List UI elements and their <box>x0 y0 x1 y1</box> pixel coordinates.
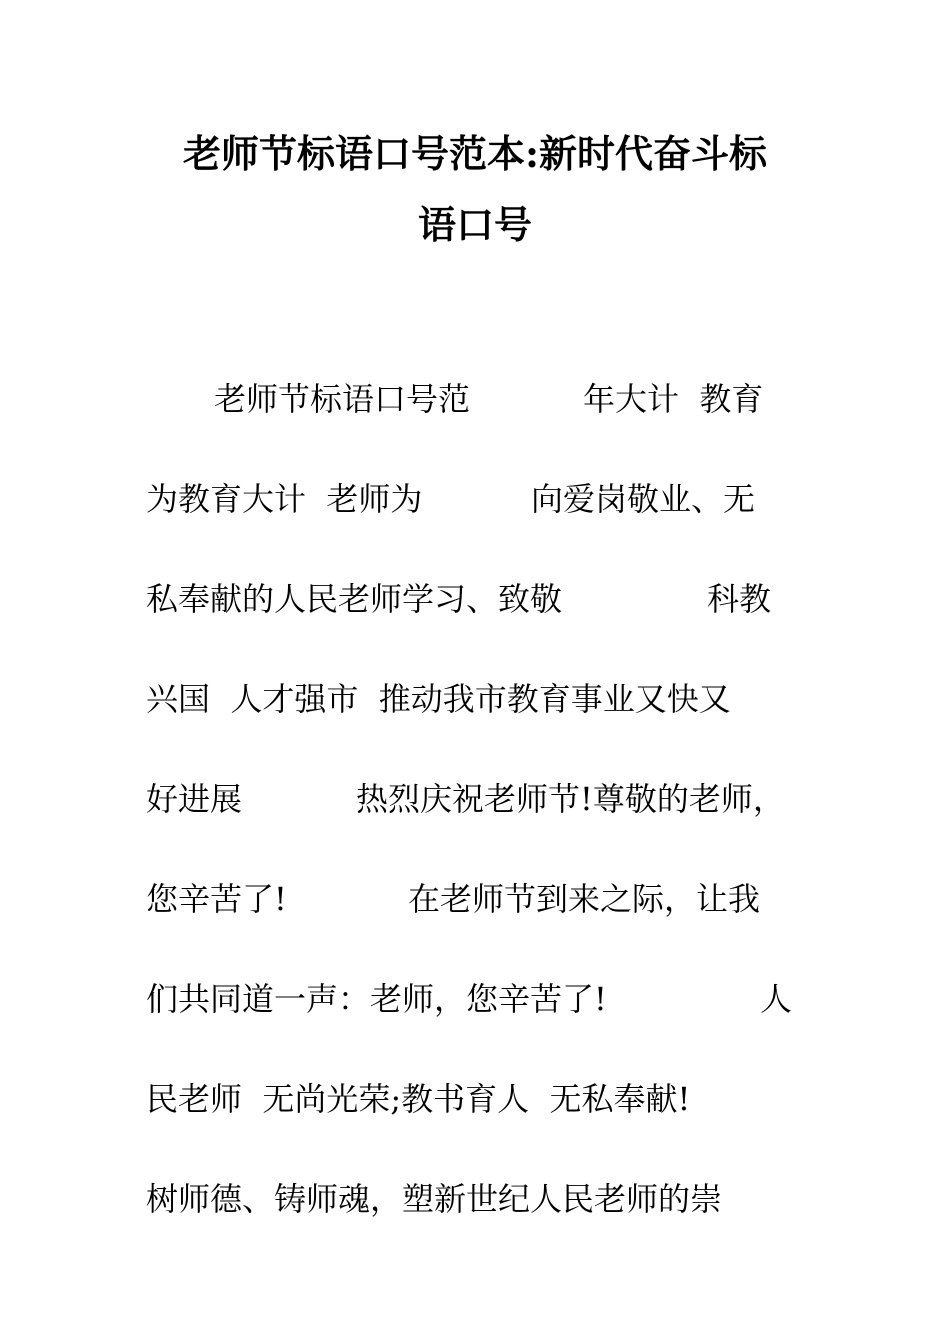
body-line <box>0 777 950 821</box>
body-text: 科教 <box>707 580 772 618</box>
body-text: 您辛苦了! <box>146 880 287 918</box>
body-text: 热烈庆祝老师节!尊敬的老师， <box>356 780 785 818</box>
document-title-line-2: 语口号 <box>417 202 532 247</box>
body-line <box>0 977 950 1021</box>
body-text: 树师德、铸师魂，塑新世纪人民老师的崇 <box>146 1180 723 1218</box>
body-line <box>0 377 950 421</box>
body-text: 年大计 教育 <box>583 380 764 418</box>
body-text: 为教育大计 老师为 <box>146 480 423 518</box>
document-title-line-1: 老师节标语口号范本:新时代奋斗标 <box>182 131 768 176</box>
body-text: 老师节标语口号范 <box>214 380 471 418</box>
body-text: 人 <box>760 980 793 1018</box>
body-text: 在老师节到来之际，让我 <box>408 880 761 918</box>
body-line <box>0 877 950 921</box>
body-line <box>0 1177 950 1221</box>
body-line <box>0 1077 950 1121</box>
body-text: 兴国 人才强市 推动我市教育事业又快又 <box>146 680 731 718</box>
body-text: 私奉献的人民老师学习、致敬 <box>146 580 563 618</box>
body-line <box>0 577 950 621</box>
body-text: 们共同道一声：老师，您辛苦了! <box>146 980 607 1018</box>
body-text: 好进展 <box>146 780 243 818</box>
body-text: 民老师 无尚光荣;教书育人 无私奉献! <box>146 1080 691 1118</box>
body-line <box>0 477 950 521</box>
body-text: 向爱岗敬业、无 <box>531 480 756 518</box>
body-line <box>0 677 950 721</box>
